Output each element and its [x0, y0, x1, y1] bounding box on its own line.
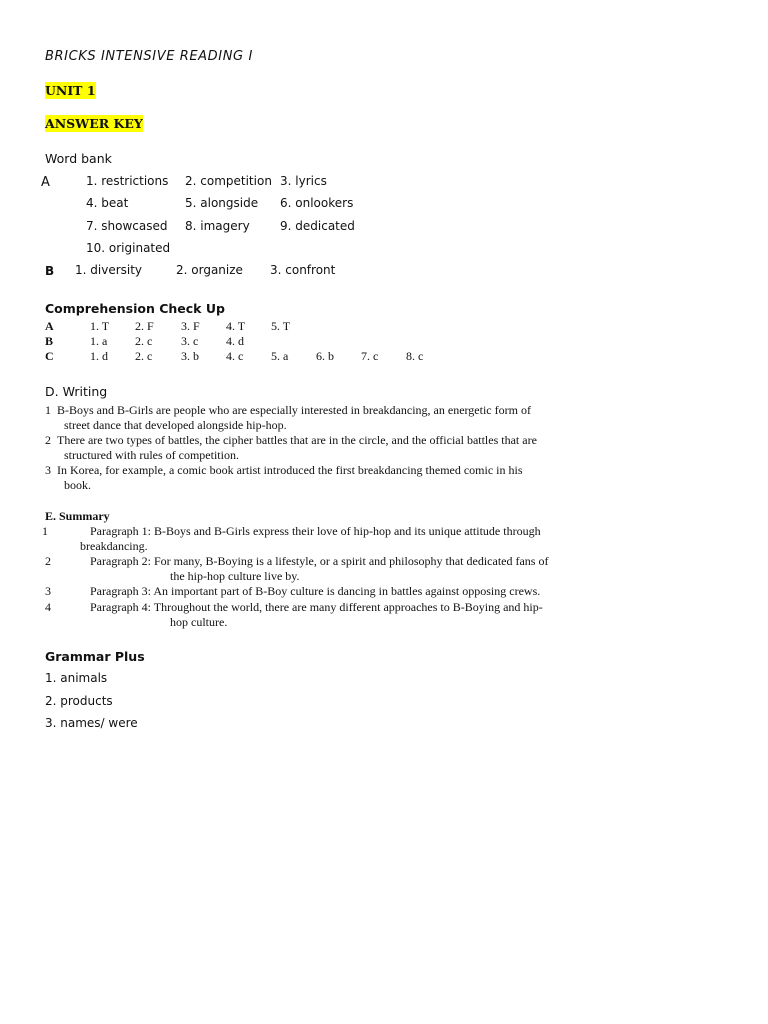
document-title: BRICKS INTENSIVE READING I	[45, 49, 253, 64]
word-bank-item: 4. beat	[86, 196, 129, 210]
summary-number: 3	[45, 584, 51, 598]
comprehension-answer: 4. c	[226, 349, 244, 363]
writing-number: 2	[45, 433, 51, 447]
summary-line: the hip-hop culture live by.	[170, 569, 300, 583]
summary-number: 2	[45, 554, 51, 568]
comprehension-answer: 2. c	[135, 349, 153, 363]
comprehension-answer: 1. d	[90, 349, 108, 363]
answer-key-heading: ANSWER KEY	[45, 116, 143, 131]
writing-line: book.	[64, 478, 91, 492]
comprehension-answer: 5. T	[271, 319, 291, 333]
word-bank-item: 2. organize	[176, 263, 243, 277]
word-bank-item: 1. diversity	[75, 263, 143, 277]
summary-number: 1	[42, 524, 48, 538]
summary-line: Paragraph 1: B-Boys and B-Girls express their love of hip-hop and its unique attitude through	[90, 524, 541, 538]
writing-line: structured with rules of competition.	[64, 448, 239, 462]
word-bank-item: 2. competition	[185, 174, 272, 188]
word-bank-b-label: B	[45, 264, 55, 278]
summary-line: breakdancing.	[80, 539, 148, 553]
writing-heading: D. Writing	[45, 384, 108, 399]
word-bank-item: 1. restrictions	[86, 174, 169, 188]
word-bank-item: 9. dedicated	[280, 219, 355, 233]
writing-line: There are two types of battles, the cipher battles that are in the circle, and the official battles that are	[57, 433, 537, 447]
comprehension-answer: 4. d	[226, 334, 244, 348]
word-bank-item: 8. imagery	[185, 219, 250, 233]
comprehension-answer: 2. F	[135, 319, 154, 333]
comprehension-row-label: A	[45, 319, 54, 333]
comprehension-answer: 8. c	[406, 349, 424, 363]
word-bank-item: 10. originated	[86, 241, 171, 255]
comprehension-answer: 3. c	[181, 334, 199, 348]
summary-heading: E. Summary	[45, 509, 110, 523]
grammar-item: 3. names/ were	[45, 716, 138, 730]
comprehension-answer: 6. b	[316, 349, 334, 363]
comprehension-row-label: B	[45, 334, 54, 348]
comprehension-heading: Comprehension Check Up	[45, 301, 225, 316]
writing-number: 3	[45, 463, 51, 477]
comprehension-row-label: C	[45, 349, 54, 363]
comprehension-answer: 1. a	[90, 334, 108, 348]
word-bank-item: 3. confront	[270, 263, 336, 277]
word-bank-item: 7. showcased	[86, 219, 168, 233]
grammar-item: 2. products	[45, 694, 113, 708]
writing-line: street dance that developed alongside hip-hop.	[64, 418, 287, 432]
word-bank-item: 6. onlookers	[280, 196, 354, 210]
summary-line: Paragraph 4: Throughout the world, there are many different approaches to B-Boying and hip-	[90, 600, 543, 614]
writing-line: In Korea, for example, a comic book artist introduced the first breakdancing themed comic in his	[57, 463, 523, 477]
comprehension-answer: 7. c	[361, 349, 379, 363]
writing-line: B-Boys and B-Girls are people who are especially interested in breakdancing, an energetic form of	[57, 403, 531, 417]
summary-line: Paragraph 3: An important part of B-Boy culture is dancing in battles against opposing crews.	[90, 584, 541, 598]
comprehension-answer: 2. c	[135, 334, 153, 348]
comprehension-answer: 4. T	[226, 319, 246, 333]
summary-line: Paragraph 2: For many, B-Boying is a lifestyle, or a spirit and philosophy that dedicated fans of	[90, 554, 549, 568]
word-bank-item: 5. alongside	[185, 196, 259, 210]
comprehension-answer: 3. b	[181, 349, 199, 363]
writing-number: 1	[45, 403, 51, 417]
summary-number: 4	[45, 600, 51, 614]
word-bank-a-label: A	[41, 175, 50, 190]
unit-heading: UNIT 1	[45, 83, 96, 98]
grammar-heading: Grammar Plus	[45, 649, 145, 664]
word-bank-heading: Word bank	[45, 151, 112, 166]
comprehension-answer: 3. F	[181, 319, 200, 333]
word-bank-item: 3. lyrics	[280, 174, 327, 188]
comprehension-answer: 1. T	[90, 319, 110, 333]
grammar-item: 1. animals	[45, 671, 108, 685]
summary-line: hop culture.	[170, 615, 228, 629]
comprehension-answer: 5. a	[271, 349, 289, 363]
